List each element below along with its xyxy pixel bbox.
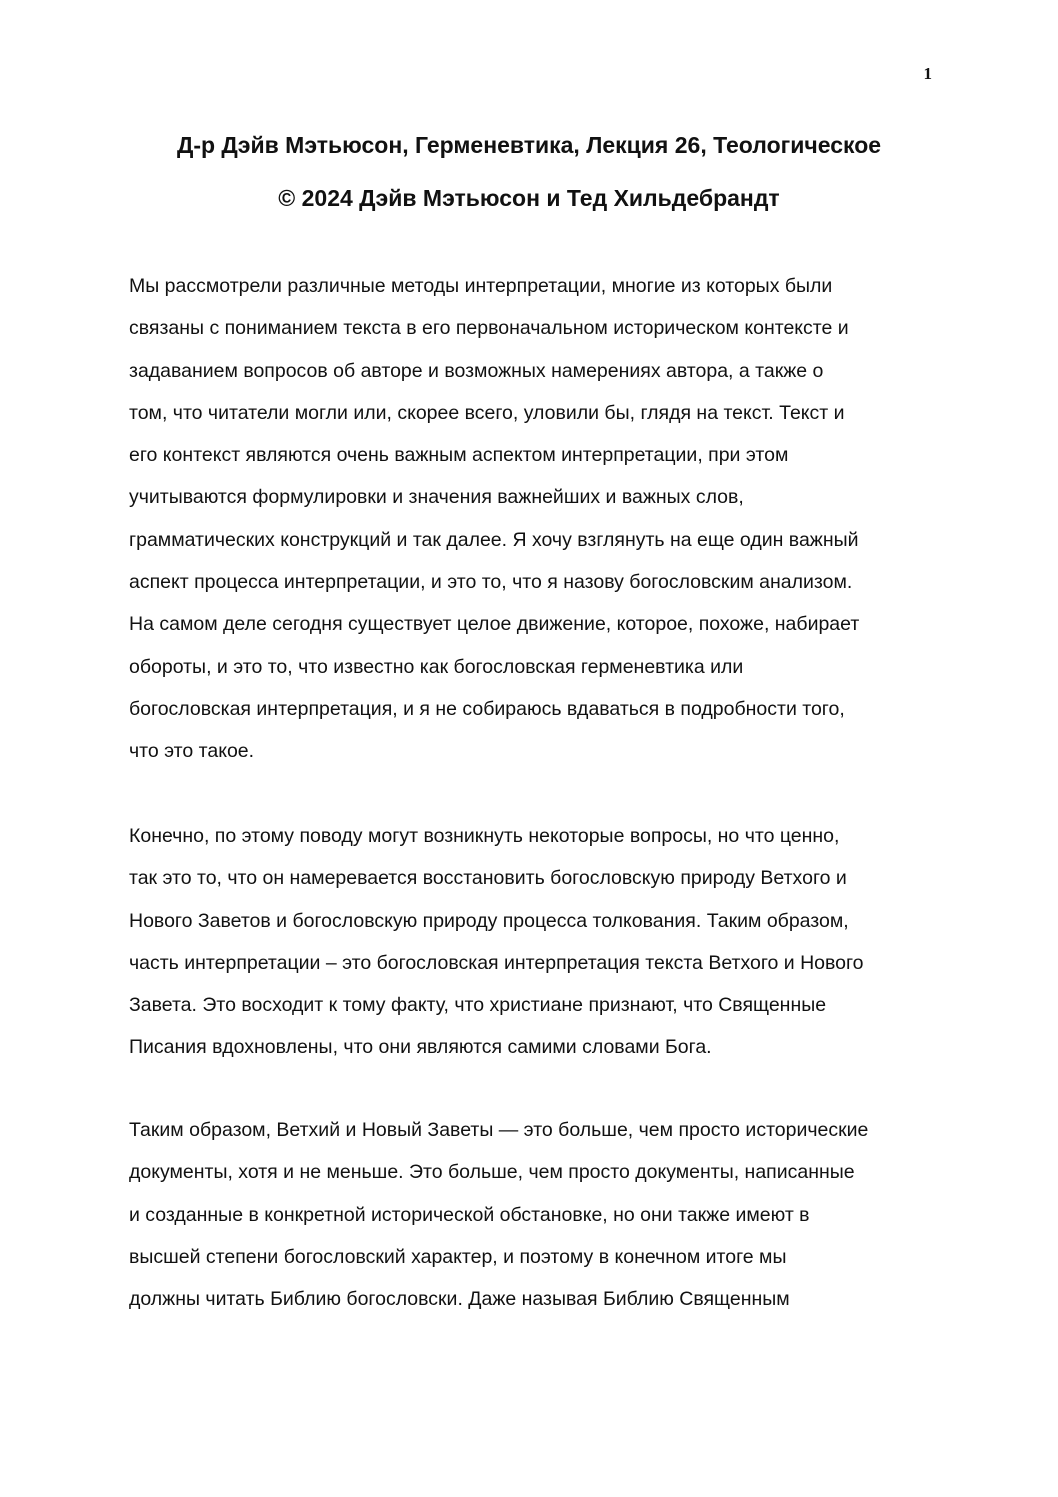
text-line: часть интерпретации – это богословская интерпретация текста Ветхого и Нового [129,951,864,974]
text-line: так это то, что он намеревается восстановить богословскую природу Ветхого и [129,867,847,890]
text-line: На самом деле сегодня существует целое движение, которое, похоже, набирает [129,613,860,636]
text-line: Писания вдохновлены, что они являются самими словами Бога. [129,1036,712,1059]
text-line: высшей степени богословский характер, и поэтому в конечном итоге мы [129,1245,787,1268]
paragraph-1 [129,265,859,773]
text-line: Мы рассмотрели различные методы интерпретации, многие из которых были [129,275,833,297]
page-number: 1 [923,64,932,83]
text-line: аспект процесса интерпретации, и это то, что я назову богословским анализом. [129,571,853,594]
text-line: Конечно, по этому поводу могут возникнуть некоторые вопросы, но что ценно, [129,825,840,847]
text-line: связаны с пониманием текста в его первоначальном историческом контексте и [129,317,849,340]
text-line: должны читать Библию богословски. Даже называя Библию Священным [129,1288,790,1311]
paragraph-3 [129,1109,868,1320]
text-line: его контекст являются очень важным аспектом интерпретации, при этом [129,444,789,467]
text-line: задаванием вопросов об авторе и возможных намерениях автора, а также о [129,359,824,382]
text-line: что это такое. [129,740,255,763]
text-line: богословская интерпретация, и я не собираюсь вдаваться в подробности того, [129,697,845,720]
text-line: том, что читатели могли или, скорее всего, уловили бы, глядя на текст. Текст и [129,401,845,424]
text-line: Завета. Это восходит к тому факту, что христиане признают, что Священные [129,994,827,1017]
text-line: грамматических конструкций и так далее. Я хочу взглянуть на еще один важный [129,528,859,551]
text-line: Нового Заветов и богословскую природу процесса толкования. Таким образом, [129,909,849,932]
text-line: и созданные в конкретной исторической обстановке, но они также имеют в [129,1203,810,1226]
copyright-line: © 2024 Дэйв Мэтьюсон и Тед Хильдебрандт [278,185,780,211]
paragraph-2 [129,815,864,1069]
text-line: Таким образом, Ветхий и Новый Заветы — это больше, чем просто исторические [129,1119,869,1141]
text-line: обороты, и это то, что известно как богословская герменевтика или [129,655,744,678]
text-line: документы, хотя и не меньше. Это больше, чем просто документы, написанные [129,1161,855,1184]
document-title: Д-р Дэйв Мэтьюсон, Герменевтика, Лекция 26, Теологическое [176,132,882,158]
text-line: учитываются формулировки и значения важнейших и важных слов, [129,486,744,509]
